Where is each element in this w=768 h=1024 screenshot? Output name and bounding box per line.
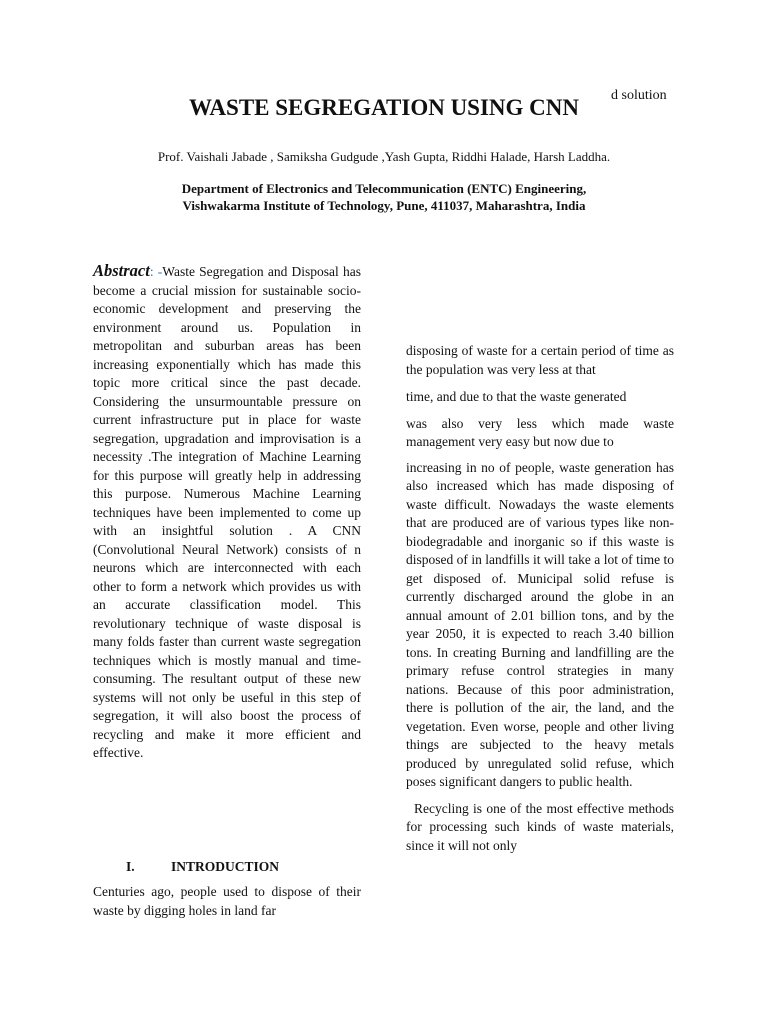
introduction-right-column	[406, 342, 674, 855]
author-list: Prof. Vaishali Jabade , Samiksha Gudgude ,Yash Gupta, Riddhi Halade, Harsh Laddha.	[157, 149, 611, 164]
section-title: INTRODUCTION	[171, 859, 280, 874]
affiliation-line-2: Vishwakarma Institute of Technology, Pune, 411037, Maharashtra, India	[182, 198, 586, 213]
body-paragraph: Centuries ago, people used to dispose of their waste by digging holes in land far	[93, 884, 361, 918]
affiliation	[0, 180, 768, 214]
abstract-body: Waste Segregation and Disposal has become a crucial mission for sustainable socio-economic development and preserving the environment around us. Population in metropolitan and suburban areas has been increasing exponentially which has made this topic more critical since the past decade. Considering the unsurmountable pressure on current infrastructure put in place for waste segregation, upgradation and improvisation is a necessity .The integration of Machine Learning for this purpose will greatly help in addressing this purpose. Numerous Machine Learning techniques have been implemented to come up with an insightful solution . A CNN (Convolutional Neural Network) consists of n neurons which are interconnected with each other to form a network which provides us with an accurate classification model. This revolutionary technique of waste disposal is many folds faster than current waste segregation techniques which is mostly manual and time-consuming. The resultant output of these new systems will not only be useful in this step of segregation, it will also boost the process of recycling and make it more efficient and effective.	[93, 264, 361, 760]
body-paragraph: was also very less which made waste management very easy but now due to	[406, 415, 674, 449]
affiliation-line-1: Department of Electronics and Telecommunication (ENTC) Engineering,	[181, 181, 587, 196]
abstract-paragraph	[93, 262, 361, 763]
abstract-heading: Abstract	[93, 261, 150, 280]
abstract-section	[93, 262, 361, 763]
paper-title: WASTE SEGREGATION USING CNN	[188, 95, 580, 120]
introduction-left-column	[93, 883, 361, 920]
section-number: I.	[126, 859, 135, 874]
body-paragraph: disposing of waste for a certain period of time as the population was very less at that	[406, 343, 674, 377]
overlapping-text-fragment: d solution	[611, 88, 667, 103]
body-paragraph: increasing in no of people, waste generation has also increased which has made disposing of waste difficult. Nowadays the waste elements that are produced are of various types like non-biodegradable and inorganic so if this waste is disposed of in landfills it will take a lot of time to get disposed of. Municipal solid refuse is currently discharged around the globe in an annual amount of 2.01 billion tons, and by the year 2050, it is expected to reach 3.40 billion tons. In creating Burning and landfilling are the primary refuse control strategies in many nations. Because of this poor administration, there is pollution of the air, the land, and the vegetation. Even worse, people and other living things are subjected to the heavy metals produced by unregulated solid refuse, which poses significant dangers to public health.	[406, 459, 674, 789]
section-heading-introduction	[93, 858, 361, 876]
abstract-separator: : -	[149, 264, 163, 279]
body-paragraph: time, and due to that the waste generated	[406, 389, 627, 404]
body-paragraph: Recycling is one of the most effective methods for processing such kinds of waste materials, since it will not only	[406, 800, 674, 853]
